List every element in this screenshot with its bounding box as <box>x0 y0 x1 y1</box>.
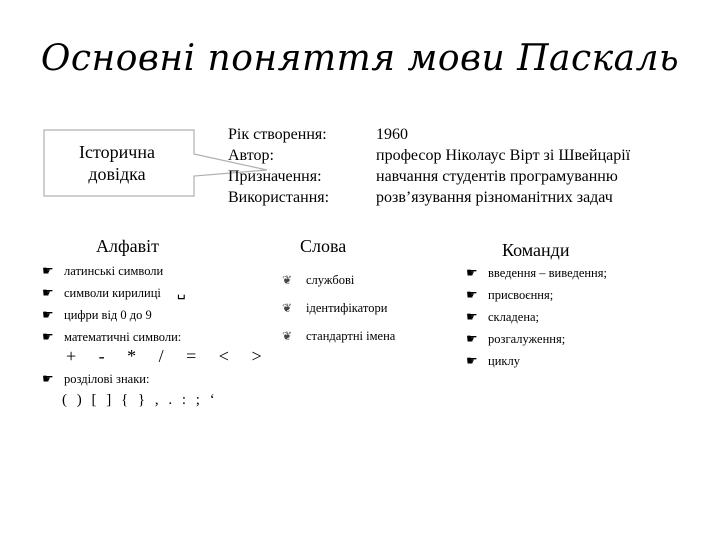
list-item <box>42 282 186 304</box>
alphabet-item-latin: латинські символи <box>64 264 164 278</box>
list-item <box>282 322 395 350</box>
list-item <box>42 304 186 326</box>
list-item <box>42 260 186 282</box>
pointing-hand-icon: ☛ <box>42 329 54 344</box>
flower-d-icon: ❦ <box>282 329 293 343</box>
words-heading: Слова <box>300 236 347 256</box>
list-item <box>42 368 149 390</box>
alphabet-item-digits: цифри від 0 до 9 <box>64 308 152 322</box>
space-symbol-icon: ␣ <box>176 285 186 300</box>
punctuation-label: розділові знаки: <box>64 372 150 386</box>
alphabet-item-cyrillic: символи кирилиці <box>64 286 161 300</box>
pointing-hand-icon: ☛ <box>466 309 478 324</box>
pointing-hand-icon: ☛ <box>466 331 478 346</box>
alphabet-item-math: математичні символи: <box>64 330 182 344</box>
flower-d-icon: ❦ <box>282 273 293 287</box>
words-item-identifiers: ідентифікатори <box>306 301 388 315</box>
punctuation-chars: ( ) [ ] { } , . : ; ‘ <box>62 392 218 408</box>
info-label-year: Рік створення: <box>228 126 327 143</box>
page-title: Основні поняття мови Паскаль <box>40 38 680 79</box>
words-item-standard: стандартні імена <box>306 329 396 343</box>
commands-item-assign: присвоєння; <box>488 288 554 302</box>
info-value-purpose: навчання студентів програмуванню <box>376 168 618 185</box>
list-item <box>466 350 607 372</box>
commands-item-loop: циклу <box>488 354 520 368</box>
alphabet-list <box>42 260 186 348</box>
pointing-hand-icon: ☛ <box>42 263 54 278</box>
list-item <box>282 294 395 322</box>
pointing-hand-icon: ☛ <box>466 287 478 302</box>
list-item <box>282 266 395 294</box>
list-item <box>466 284 607 306</box>
info-values <box>376 124 630 208</box>
punctuation-row <box>42 368 149 390</box>
info-value-author: професор Ніколаус Вірт зі Швейцарії <box>376 147 631 164</box>
callout-line-1: Історична <box>79 142 155 162</box>
commands-item-branch: розгалуження; <box>488 332 566 346</box>
pointing-hand-icon: ☛ <box>466 265 478 280</box>
info-value-year: 1960 <box>376 126 408 143</box>
callout-text <box>52 141 182 185</box>
list-item <box>466 306 607 328</box>
words-list <box>282 266 395 350</box>
pointing-hand-icon: ☛ <box>466 353 478 368</box>
info-value-usage: розв’язування різноманітних задач <box>376 189 613 206</box>
pointing-hand-icon: ☛ <box>42 285 54 300</box>
flower-d-icon: ❦ <box>282 301 293 315</box>
info-label-author: Автор: <box>228 147 274 164</box>
callout-line-2: довідка <box>88 164 146 184</box>
commands-list <box>466 262 607 372</box>
pointing-hand-icon: ☛ <box>42 371 54 386</box>
math-operators: + - * / = < > <box>66 346 271 366</box>
alphabet-heading: Алфавіт <box>96 236 159 256</box>
info-label-usage: Використання: <box>228 189 330 206</box>
commands-item-compound: складена; <box>488 310 540 324</box>
list-item <box>466 262 607 284</box>
words-item-service: службові <box>306 273 355 287</box>
info-label-purpose: Призначення: <box>228 168 322 185</box>
commands-item-io: введення – виведення; <box>488 266 607 280</box>
pointing-hand-icon: ☛ <box>42 307 54 322</box>
list-item <box>466 328 607 350</box>
commands-heading: Команди <box>502 240 570 260</box>
list-item <box>42 326 186 348</box>
info-labels <box>228 124 329 208</box>
